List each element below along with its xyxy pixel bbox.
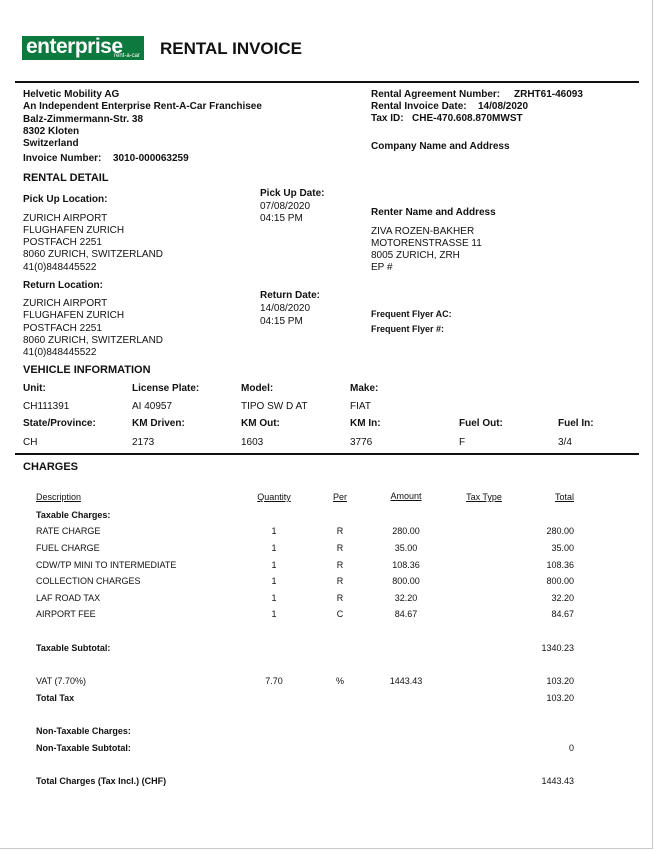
item-amount: 32.20 bbox=[394, 593, 418, 603]
model-label: Model: bbox=[241, 383, 274, 394]
pickup-date: 07/08/2020 bbox=[260, 201, 311, 212]
pickup-location-line: FLUGHAFEN ZURICH bbox=[23, 225, 125, 236]
return-location-phone: 41(0)848445522 bbox=[23, 347, 97, 358]
item-per: C bbox=[336, 609, 344, 619]
header-divider bbox=[15, 81, 639, 83]
vat-rate: 7.70 bbox=[265, 676, 283, 686]
item-total: 108.36 bbox=[546, 560, 574, 570]
item-per: R bbox=[336, 560, 344, 570]
item-quantity: 1 bbox=[271, 543, 277, 553]
non-taxable-subtotal: 0 bbox=[568, 743, 574, 753]
item-description: RATE CHARGE bbox=[36, 526, 101, 536]
km-in-label: KM In: bbox=[350, 418, 381, 429]
item-amount: 84.67 bbox=[394, 609, 418, 619]
charges-divider bbox=[15, 453, 639, 455]
col-quantity: Quantity bbox=[257, 492, 291, 502]
return-date-label: Return Date: bbox=[260, 290, 321, 301]
item-description: LAF ROAD TAX bbox=[36, 593, 101, 603]
return-location-line: 8060 ZURICH, SWITZERLAND bbox=[23, 335, 164, 346]
pickup-time: 04:15 PM bbox=[260, 213, 303, 224]
item-quantity: 1 bbox=[271, 593, 277, 603]
vat-description: VAT (7.70%) bbox=[36, 676, 87, 686]
pickup-location-line: 8060 ZURICH, SWITZERLAND bbox=[23, 249, 164, 260]
tax-id-label: Tax ID: bbox=[371, 113, 404, 124]
item-amount: 35.00 bbox=[394, 543, 418, 553]
pickup-location-line: ZURICH AIRPORT bbox=[23, 213, 108, 224]
item-per: R bbox=[336, 526, 344, 536]
item-description: FUEL CHARGE bbox=[36, 543, 100, 553]
fuel-in-value: 3/4 bbox=[558, 437, 572, 448]
license-plate-label: License Plate: bbox=[132, 383, 200, 394]
return-location-line: ZURICH AIRPORT bbox=[23, 298, 108, 309]
invoice-number: 3010-000063259 bbox=[113, 153, 189, 164]
logo-subtitle: rent-a-car bbox=[113, 53, 140, 59]
renter-label: Renter Name and Address bbox=[371, 207, 496, 218]
item-quantity: 1 bbox=[271, 560, 277, 570]
item-amount: 800.00 bbox=[392, 576, 420, 586]
invoice-date: 14/08/2020 bbox=[478, 101, 529, 112]
total-tax: 103.20 bbox=[546, 693, 574, 703]
renter-ep: EP # bbox=[371, 262, 393, 273]
renter-line: ZIVA ROZEN-BAKHER bbox=[371, 226, 475, 237]
renter-line: MOTORENSTRASSE 11 bbox=[371, 238, 482, 249]
col-total: Total bbox=[554, 492, 574, 502]
item-total: 800.00 bbox=[546, 576, 574, 586]
tax-id: CHE-470.608.870MWST bbox=[412, 113, 523, 124]
vat-total: 103.20 bbox=[546, 676, 574, 686]
fuel-out-label: Fuel Out: bbox=[459, 418, 503, 429]
company-name-address-label: Company Name and Address bbox=[371, 141, 510, 152]
item-total: 84.67 bbox=[551, 609, 574, 619]
grand-total: 1443.43 bbox=[541, 776, 574, 786]
vat-per: % bbox=[335, 676, 344, 686]
km-out-value: 1603 bbox=[241, 437, 264, 448]
vat-amount: 1443.43 bbox=[389, 676, 423, 686]
col-description: Description bbox=[36, 492, 82, 502]
item-amount: 108.36 bbox=[392, 560, 420, 570]
enterprise-logo bbox=[22, 36, 144, 60]
item-quantity: 1 bbox=[271, 576, 277, 586]
company-city: 8302 Kloten bbox=[23, 126, 80, 137]
invoice-number-label: Invoice Number: bbox=[23, 153, 102, 164]
state-label: State/Province: bbox=[23, 418, 96, 429]
license-plate-value: AI 40957 bbox=[132, 401, 173, 412]
non-taxable-subtotal-label: Non-Taxable Subtotal: bbox=[36, 743, 131, 753]
item-total: 32.20 bbox=[551, 593, 574, 603]
page-title: RENTAL INVOICE bbox=[160, 39, 302, 58]
make-value: FIAT bbox=[350, 401, 371, 412]
pickup-location-label: Pick Up Location: bbox=[23, 194, 108, 205]
state-value: CH bbox=[23, 437, 38, 448]
company-street: Balz-Zimmermann-Str. 38 bbox=[23, 114, 144, 125]
km-in-value: 3776 bbox=[350, 437, 373, 448]
return-location-line: FLUGHAFEN ZURICH bbox=[23, 310, 125, 321]
company-tagline: An Independent Enterprise Rent-A-Car Franchisee bbox=[23, 101, 262, 112]
col-per: Per bbox=[332, 492, 347, 502]
non-taxable-charges-label: Non-Taxable Charges: bbox=[36, 726, 131, 736]
rental-detail-heading: RENTAL DETAIL bbox=[23, 172, 109, 184]
model-value: TIPO SW D AT bbox=[241, 401, 308, 412]
taxable-charges-label: Taxable Charges: bbox=[36, 510, 111, 520]
unit-value: CH111391 bbox=[23, 401, 70, 412]
item-description: CDW/TP MINI TO INTERMEDIATE bbox=[36, 560, 177, 570]
item-per: R bbox=[336, 543, 344, 553]
renter-line: 8005 ZURICH, ZRH bbox=[371, 250, 460, 261]
return-time: 04:15 PM bbox=[260, 316, 303, 327]
frequent-flyer-number-label: Frequent Flyer #: bbox=[371, 324, 445, 334]
pickup-location-phone: 41(0)848445522 bbox=[23, 262, 97, 273]
col-tax-type: Tax Type bbox=[466, 492, 502, 502]
unit-label: Unit: bbox=[23, 383, 46, 394]
make-label: Make: bbox=[350, 383, 379, 394]
grand-total-label: Total Charges (Tax Incl.) (CHF) bbox=[36, 776, 167, 786]
item-description: AIRPORT FEE bbox=[36, 609, 96, 619]
item-description: COLLECTION CHARGES bbox=[36, 576, 141, 586]
pickup-location-line: POSTFACH 2251 bbox=[23, 237, 102, 248]
item-amount: 280.00 bbox=[392, 526, 420, 536]
item-per: R bbox=[336, 593, 344, 603]
invoice-date-label: Rental Invoice Date: bbox=[371, 101, 467, 112]
taxable-subtotal: 1340.23 bbox=[541, 643, 574, 653]
agreement-number-label: Rental Agreement Number: bbox=[371, 89, 501, 100]
item-quantity: 1 bbox=[271, 609, 277, 619]
pickup-date-label: Pick Up Date: bbox=[260, 188, 325, 199]
company-name: Helvetic Mobility AG bbox=[23, 89, 120, 100]
taxable-subtotal-label: Taxable Subtotal: bbox=[36, 643, 111, 653]
charges-heading: CHARGES bbox=[23, 461, 79, 473]
fuel-out-value: F bbox=[459, 437, 466, 448]
item-per: R bbox=[336, 576, 344, 586]
km-out-label: KM Out: bbox=[241, 418, 280, 429]
company-country: Switzerland bbox=[23, 138, 79, 149]
item-total: 280.00 bbox=[546, 526, 574, 536]
agreement-number: ZRHT61-46093 bbox=[514, 89, 583, 100]
logo-wordmark: enterprise bbox=[26, 35, 123, 58]
return-location-label: Return Location: bbox=[23, 280, 103, 291]
vehicle-info-heading: VEHICLE INFORMATION bbox=[23, 364, 151, 376]
frequent-flyer-ac-label: Frequent Flyer AC: bbox=[371, 309, 452, 319]
fuel-in-label: Fuel In: bbox=[558, 418, 594, 429]
item-total: 35.00 bbox=[551, 543, 574, 553]
item-quantity: 1 bbox=[271, 526, 277, 536]
return-date: 14/08/2020 bbox=[260, 303, 311, 314]
total-tax-label: Total Tax bbox=[36, 693, 75, 703]
return-location-line: POSTFACH 2251 bbox=[23, 323, 102, 334]
col-amount: Amount bbox=[390, 491, 422, 501]
km-driven-label: KM Driven: bbox=[132, 418, 185, 429]
km-driven-value: 2173 bbox=[132, 437, 155, 448]
